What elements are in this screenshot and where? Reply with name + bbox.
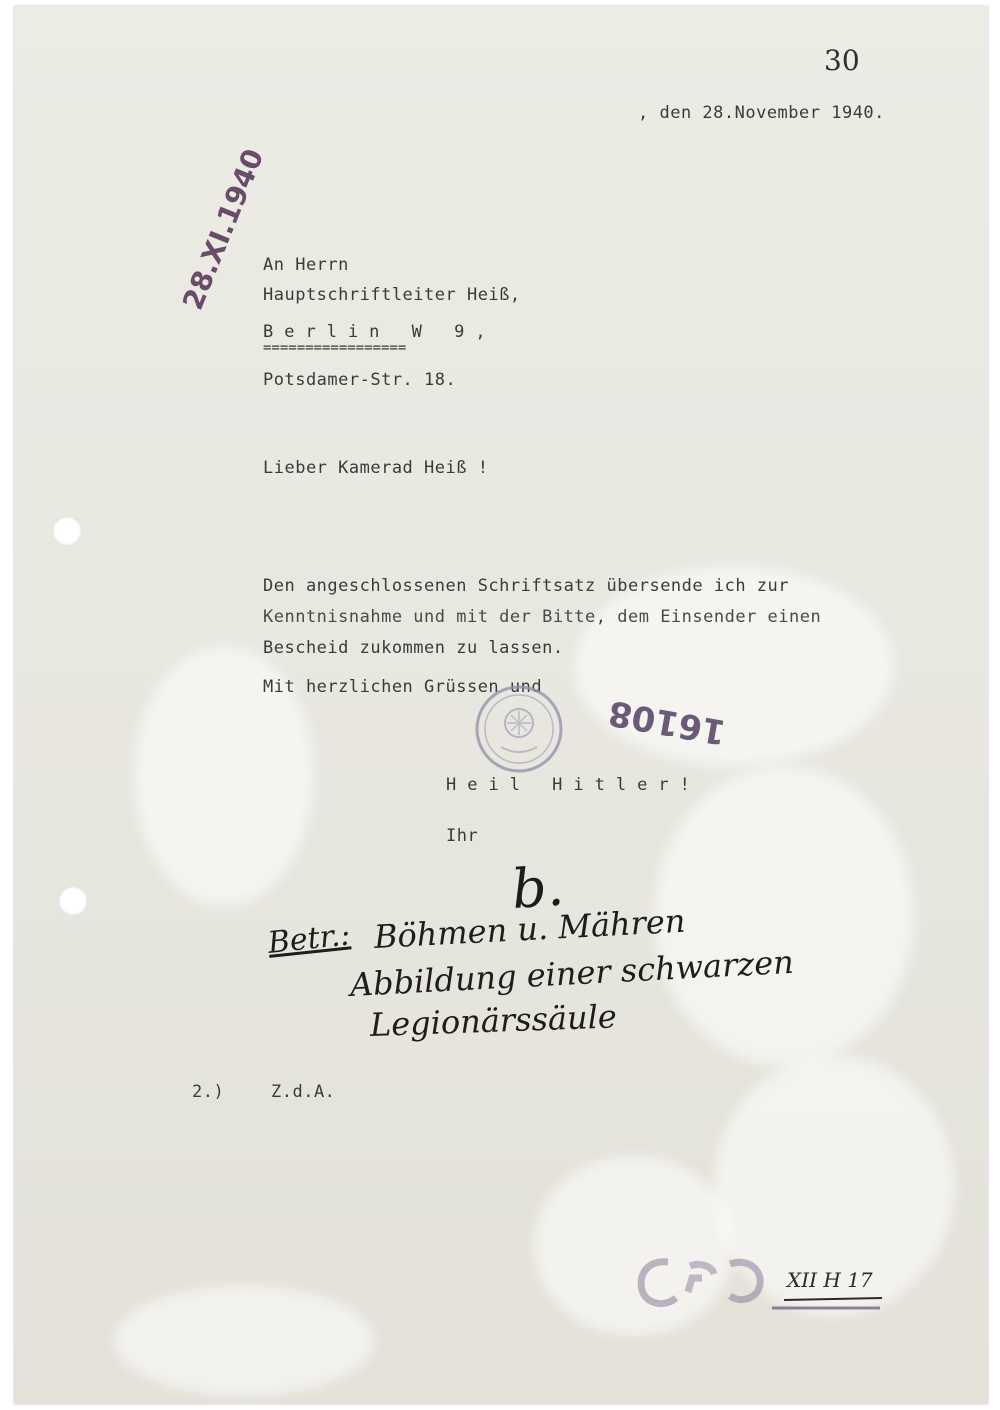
greeting: Lieber Kamerad Heiß ! (263, 458, 489, 478)
item-number: 2.) (192, 1082, 225, 1102)
received-date-stamp: 28.XI.1940 (176, 144, 271, 315)
punch-hole (52, 516, 82, 546)
handwritten-line-2: Abbildung einer schwarzen (349, 942, 795, 1004)
file-reference-underline (770, 1296, 886, 1312)
handwritten-line-3: Legionärssäule (369, 997, 618, 1044)
body-line-1: Den angeschlossenen Schriftsatz übersende ich zur (263, 576, 790, 596)
paper-stain (654, 766, 914, 1066)
date-line: , den 28.November 1940. (638, 103, 885, 123)
recipient-city-underline: ================= (263, 340, 407, 356)
page-number: 30 (824, 44, 860, 77)
recipient-city: Berlin W 9, (263, 322, 497, 342)
sign-off: Heil Hitler! (446, 775, 701, 795)
handwritten-initial: b. (509, 854, 566, 921)
body-line-3: Bescheid zukommen zu lassen. (263, 638, 564, 658)
handwritten-label: Betr.: (266, 917, 352, 961)
recipient-street: Potsdamer-Str. 18. (263, 370, 457, 390)
recipient-salutation: An Herrn (263, 255, 349, 275)
handwritten-line-1: Böhmen u. Mähren (373, 901, 687, 956)
punch-hole (58, 886, 88, 916)
ihr-line: Ihr (446, 826, 479, 846)
registry-number-stamp: 16108 (605, 692, 729, 752)
paper-stain (114, 1286, 374, 1396)
file-reference: XII H 17 (787, 1268, 873, 1292)
body-line-2: Kenntnisnahme und mit der Bitte, dem Einsender einen (263, 607, 822, 627)
item-text: Z.d.A. (271, 1082, 336, 1102)
closing-line: Mit herzlichen Grüssen und (263, 677, 543, 697)
paper-stain (574, 566, 894, 766)
official-seal-stamp (473, 683, 565, 775)
recipient-name: Hauptschriftleiter Heiß, (263, 285, 521, 305)
faded-archive-stamp (630, 1248, 780, 1318)
